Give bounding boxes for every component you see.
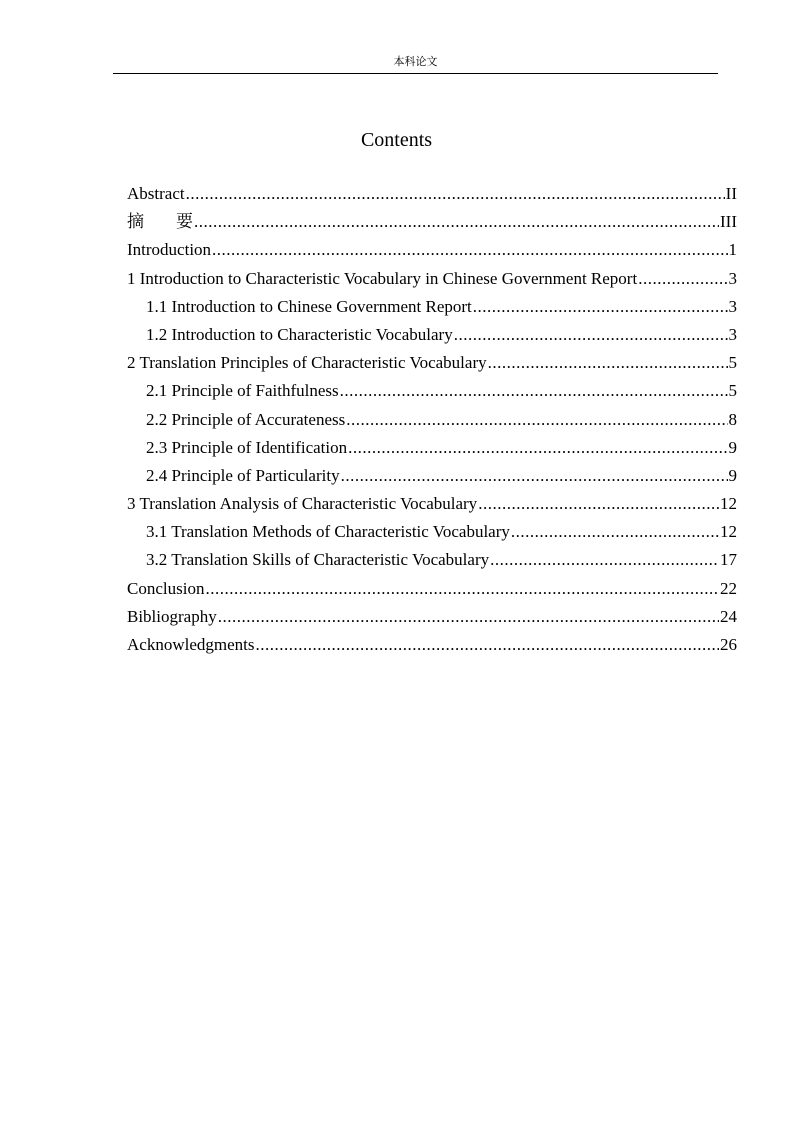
toc-dot-leader: [348, 434, 727, 462]
toc-entry-text: [127, 208, 193, 236]
toc-entry-text: Acknowledgments: [127, 635, 255, 654]
toc-entry-section-1-2[interactable]: [127, 321, 737, 349]
toc-entry-section-3-2[interactable]: [127, 546, 737, 574]
toc-dot-leader: [488, 349, 728, 377]
table-of-contents: [127, 180, 737, 659]
toc-entry-section-2-2[interactable]: [127, 406, 737, 434]
toc-entry-text: 1.1 Introduction to Chinese Government Report: [146, 296, 472, 316]
toc-entry-text: Conclusion: [127, 578, 205, 598]
toc-page-number: 3: [728, 296, 737, 316]
toc-entry-text-char-2: 要: [176, 212, 193, 232]
toc-entry-chapter-3[interactable]: [127, 490, 737, 518]
toc-dot-leader: [511, 518, 719, 546]
toc-dot-leader: [346, 406, 727, 434]
toc-entry-chapter-2[interactable]: [127, 349, 737, 377]
toc-page-number: 5: [728, 381, 737, 401]
toc-entry-conclusion[interactable]: [127, 575, 737, 603]
toc-entry-acknowledgments[interactable]: [127, 631, 737, 659]
toc-dot-leader: [340, 377, 728, 405]
toc-entry-text-char-1: 摘: [127, 212, 144, 232]
toc-dot-leader: [212, 236, 727, 264]
header-rule: [113, 73, 718, 74]
toc-entry-text: 3 Translation Analysis of Characteristic Vocabulary: [127, 494, 478, 514]
toc-dot-leader: [638, 265, 727, 293]
toc-page-number: 9: [728, 465, 737, 485]
toc-entry-section-3-1[interactable]: [127, 518, 737, 546]
toc-page-number: 5: [728, 353, 737, 373]
toc-entry-text: 2.1 Principle of Faithfulness: [146, 381, 339, 401]
toc-page-number: 17: [720, 550, 737, 570]
toc-entry-text: 2.3 Principle of Identification: [146, 437, 348, 457]
toc-entry-text: Bibliography: [127, 606, 217, 626]
toc-page-number: 26: [720, 635, 737, 654]
toc-entry-introduction[interactable]: [127, 236, 737, 264]
toc-title: Contents: [360, 129, 433, 151]
toc-page-number: III: [720, 212, 737, 232]
toc-entry-text: 1 Introduction to Characteristic Vocabulary in Chinese Government Report: [127, 268, 638, 288]
toc-entry-text: 2.2 Principle of Accurateness: [146, 409, 346, 429]
toc-entry-text: Introduction: [127, 240, 212, 260]
toc-entry-text: 1.2 Introduction to Characteristic Vocabulary: [146, 324, 453, 344]
toc-entry-text: Abstract: [127, 184, 185, 203]
toc-entry-text: 3.2 Translation Skills of Characteristic Vocabulary: [146, 550, 490, 570]
toc-page-number: 22: [720, 578, 737, 598]
toc-dot-leader: [205, 575, 719, 603]
toc-page-number: 12: [720, 522, 737, 542]
toc-dot-leader: [454, 321, 728, 349]
toc-dot-leader: [478, 490, 719, 518]
toc-dot-leader: [341, 462, 728, 490]
running-header: 本科论文: [393, 55, 438, 68]
toc-page-number: 12: [720, 494, 737, 514]
toc-page-number: 8: [728, 409, 737, 429]
toc-entry-abstract[interactable]: [127, 180, 737, 208]
toc-entry-text: 3.1 Translation Methods of Characteristic Vocabulary: [146, 522, 510, 542]
toc-dot-leader: [255, 631, 719, 659]
toc-entry-section-2-3[interactable]: [127, 434, 737, 462]
toc-entry-section-1-1[interactable]: [127, 293, 737, 321]
toc-entry-bibliography[interactable]: [127, 603, 737, 631]
toc-dot-leader: [186, 180, 725, 208]
toc-entry-text: 2.4 Principle of Particularity: [146, 465, 340, 485]
toc-page-number: II: [725, 184, 737, 203]
toc-entry-chapter-1[interactable]: [127, 265, 737, 293]
toc-dot-leader: [194, 208, 719, 236]
toc-page-number: 3: [728, 324, 737, 344]
toc-entry-chinese-abstract[interactable]: [127, 208, 737, 236]
toc-page-number: 1: [728, 240, 737, 260]
toc-dot-leader: [473, 293, 728, 321]
toc-page-number: 3: [728, 268, 737, 288]
toc-page-number: 24: [720, 606, 737, 626]
toc-entry-section-2-1[interactable]: [127, 377, 737, 405]
toc-dot-leader: [218, 603, 719, 631]
toc-entry-section-2-4[interactable]: [127, 462, 737, 490]
toc-dot-leader: [490, 546, 719, 574]
toc-page-number: 9: [728, 437, 737, 457]
toc-entry-text: 2 Translation Principles of Characteristic Vocabulary: [127, 353, 487, 373]
